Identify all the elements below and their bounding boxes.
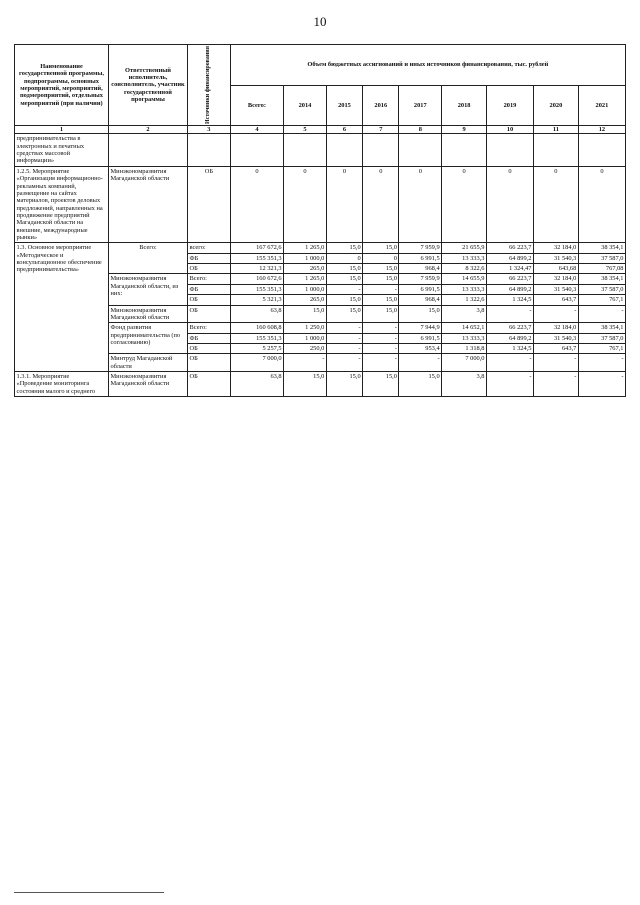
value-cell: 15,0 — [399, 372, 442, 397]
value-cell: 31 540,3 — [533, 284, 578, 294]
budget-table — [14, 44, 626, 397]
value-cell: 7 000,0 — [230, 354, 283, 372]
value-cell: - — [363, 284, 399, 294]
value-cell: - — [533, 372, 578, 397]
value-cell: 265,0 — [284, 295, 327, 305]
value-cell: 21 655,9 — [442, 243, 487, 253]
header-year: 2018 — [442, 85, 487, 126]
row-source: ФБ — [188, 333, 231, 343]
value-cell: 643,7 — [533, 343, 578, 353]
header-year: 2016 — [363, 85, 399, 126]
row-name: 1.3. Основное мероприятие «Методическое и консультационное обеспечение предпринимательства» — [15, 243, 109, 372]
value-cell: 5 257,5 — [230, 343, 283, 353]
value-cell: - — [326, 343, 362, 353]
col-index: 10 — [487, 126, 534, 134]
value-cell: 15,0 — [363, 372, 399, 397]
value-cell: 3,8 — [442, 305, 487, 323]
row-responsible: Минэкономразвития Магаданской области, из них: — [108, 274, 187, 305]
footer-rule — [14, 892, 164, 893]
value-cell: 12 321,3 — [230, 264, 283, 274]
header-year: 2021 — [578, 85, 625, 126]
value-cell: 1 000,0 — [284, 253, 327, 263]
row-source: Всего: — [188, 323, 231, 333]
header-year: 2019 — [487, 85, 534, 126]
value-cell: 8 322,6 — [442, 264, 487, 274]
value-cell: 160 608,8 — [230, 323, 283, 333]
row-source: ОБ — [188, 343, 231, 353]
value-cell: 1 000,0 — [284, 284, 327, 294]
col-index: 12 — [578, 126, 625, 134]
value-cell: 6 991,5 — [399, 253, 442, 263]
value-cell: 1 265,0 — [284, 274, 327, 284]
value-cell: 15,0 — [363, 264, 399, 274]
value-cell: 37 587,0 — [578, 284, 625, 294]
row-responsible: Всего: — [108, 243, 187, 274]
value-cell: - — [578, 354, 625, 372]
header-name: Наименование государственной программы, подпрограммы, основных мероприятий, мероприятий, подмероприятий, отдельных мероприятий (при наличии) — [15, 45, 109, 126]
row-source: ОБ — [188, 305, 231, 323]
row-responsible: Минэкономразвития Магаданской области — [108, 372, 187, 397]
value-cell: 1 250,0 — [284, 323, 327, 333]
column-index-row — [15, 126, 626, 134]
value-cell: 7 944,9 — [399, 323, 442, 333]
value-cell: 13 333,3 — [442, 284, 487, 294]
value-cell: 3,8 — [442, 372, 487, 397]
value-cell: - — [487, 354, 534, 372]
row-source: ОБ — [188, 354, 231, 372]
value-cell: 15,0 — [326, 264, 362, 274]
row-source: ОБ — [188, 295, 231, 305]
value-cell: 1 000,0 — [284, 333, 327, 343]
value-cell: - — [363, 323, 399, 333]
value-cell: - — [326, 323, 362, 333]
value-cell: 15,0 — [284, 372, 327, 397]
row-source: Всего: — [188, 274, 231, 284]
row-source: ОБ — [188, 166, 231, 243]
value-cell: 7 959,9 — [399, 274, 442, 284]
value-cell: 0 — [399, 166, 442, 243]
value-cell: 66 223,7 — [487, 243, 534, 253]
value-cell: 15,0 — [326, 243, 362, 253]
value-cell: 64 899,2 — [487, 333, 534, 343]
value-cell: - — [399, 354, 442, 372]
col-index: 1 — [15, 126, 109, 134]
value-cell: 1 324,47 — [487, 264, 534, 274]
value-cell: - — [284, 354, 327, 372]
header-row — [15, 45, 626, 86]
value-cell: - — [487, 305, 534, 323]
value-cell: 7 959,9 — [399, 243, 442, 253]
header-volume: Объем бюджетных ассигнований и иных источников финансирования, тыс. рублей — [230, 45, 625, 86]
row-responsible: Фонд развития предпринимательства (по согласованию) — [108, 323, 187, 354]
row-name: предпринимательства в электронных и печатных средствах массовой информации» — [15, 134, 109, 166]
col-index: 8 — [399, 126, 442, 134]
table-row — [15, 166, 626, 243]
value-cell: 13 333,3 — [442, 333, 487, 343]
value-cell: 167 672,6 — [230, 243, 283, 253]
col-index: 3 — [188, 126, 231, 134]
value-cell: - — [326, 354, 362, 372]
value-cell: 15,0 — [363, 305, 399, 323]
value-cell: 643,7 — [533, 295, 578, 305]
value-cell: 31 540,3 — [533, 333, 578, 343]
value-cell: 7 000,0 — [442, 354, 487, 372]
value-cell: 66 223,7 — [487, 274, 534, 284]
value-cell: 15,0 — [326, 372, 362, 397]
table-row — [15, 372, 626, 397]
value-cell: 64 899,2 — [487, 284, 534, 294]
value-cell: 5 321,3 — [230, 295, 283, 305]
value-cell: 15,0 — [363, 274, 399, 284]
header-source-text: Источники финансирования — [205, 46, 212, 124]
value-cell: 643,68 — [533, 264, 578, 274]
value-cell: 0 — [230, 166, 283, 243]
col-index: 5 — [284, 126, 327, 134]
col-index: 9 — [442, 126, 487, 134]
table-row — [15, 243, 626, 253]
value-cell: 0 — [363, 253, 399, 263]
value-cell: 265,0 — [284, 264, 327, 274]
value-cell: 6 991,5 — [399, 333, 442, 343]
row-source: ФБ — [188, 253, 231, 263]
header-year: 2017 — [399, 85, 442, 126]
value-cell: 0 — [363, 166, 399, 243]
value-cell: 13 333,3 — [442, 253, 487, 263]
value-cell: 38 354,1 — [578, 323, 625, 333]
value-cell: 15,0 — [326, 274, 362, 284]
value-cell: 0 — [326, 253, 362, 263]
value-cell: - — [578, 372, 625, 397]
value-cell: 14 655,9 — [442, 274, 487, 284]
row-source: всего: — [188, 243, 231, 253]
value-cell: 1 324,5 — [487, 295, 534, 305]
header-year: 2020 — [533, 85, 578, 126]
row-source: ОБ — [188, 264, 231, 274]
value-cell: 63,8 — [230, 305, 283, 323]
value-cell: - — [363, 333, 399, 343]
col-index: 2 — [108, 126, 187, 134]
value-cell: 63,8 — [230, 372, 283, 397]
value-cell: 1 318,8 — [442, 343, 487, 353]
value-cell: 155 351,3 — [230, 333, 283, 343]
value-cell: - — [533, 305, 578, 323]
row-responsible: Минтруд Магаданской области — [108, 354, 187, 372]
row-name: 1.3.1. Мероприятие «Проведение мониторинга состояния малого и среднего — [15, 372, 109, 397]
value-cell: 32 184,0 — [533, 274, 578, 284]
value-cell: 767,1 — [578, 343, 625, 353]
value-cell: 64 899,2 — [487, 253, 534, 263]
value-cell: 250,0 — [284, 343, 327, 353]
header-source — [188, 45, 231, 126]
value-cell: 968,4 — [399, 295, 442, 305]
value-cell: - — [363, 354, 399, 372]
value-cell: 15,0 — [399, 305, 442, 323]
row-name: 1.2.5. Мероприятие «Организация информационно-рекламных компаний, размещение на сайтах материалов, проектов деловых предложений, направленных на продвижение предприятий Магаданской области на внешние, международные рынки» — [15, 166, 109, 243]
header-year: 2014 — [284, 85, 327, 126]
value-cell: 32 184,0 — [533, 323, 578, 333]
value-cell: 15,0 — [326, 295, 362, 305]
value-cell: 0 — [533, 166, 578, 243]
value-cell: 1 322,6 — [442, 295, 487, 305]
value-cell: 37 587,0 — [578, 333, 625, 343]
col-index: 11 — [533, 126, 578, 134]
value-cell: 31 540,3 — [533, 253, 578, 263]
row-responsible: Минэкономразвития Магаданской области — [108, 305, 187, 323]
header-total: Всего: — [230, 85, 283, 126]
col-index: 7 — [363, 126, 399, 134]
value-cell: 15,0 — [326, 305, 362, 323]
value-cell: 37 587,0 — [578, 253, 625, 263]
row-source: ОБ — [188, 372, 231, 397]
value-cell: 0 — [487, 166, 534, 243]
value-cell: 32 184,0 — [533, 243, 578, 253]
value-cell: 15,0 — [363, 295, 399, 305]
col-index: 4 — [230, 126, 283, 134]
value-cell: 0 — [326, 166, 362, 243]
header-year: 2015 — [326, 85, 362, 126]
value-cell: 160 672,6 — [230, 274, 283, 284]
table-row — [15, 134, 626, 166]
value-cell: - — [363, 343, 399, 353]
col-index: 6 — [326, 126, 362, 134]
value-cell: 767,1 — [578, 295, 625, 305]
value-cell: 968,4 — [399, 264, 442, 274]
row-responsible: Минэкономразвития Магаданской области — [108, 166, 187, 243]
value-cell: 1 324,5 — [487, 343, 534, 353]
value-cell: - — [326, 333, 362, 343]
value-cell: 1 265,0 — [284, 243, 327, 253]
value-cell: 0 — [442, 166, 487, 243]
value-cell: - — [326, 284, 362, 294]
header-responsible: Ответственный исполнитель, соисполнитель, участник государственной программы — [108, 45, 187, 126]
value-cell: 0 — [284, 166, 327, 243]
value-cell: 767,08 — [578, 264, 625, 274]
value-cell: - — [533, 354, 578, 372]
value-cell: 38 354,1 — [578, 243, 625, 253]
value-cell: 15,0 — [284, 305, 327, 323]
value-cell: 15,0 — [363, 243, 399, 253]
value-cell: 6 991,5 — [399, 284, 442, 294]
value-cell: 953,4 — [399, 343, 442, 353]
value-cell: - — [578, 305, 625, 323]
row-source: ФБ — [188, 284, 231, 294]
value-cell: 66 223,7 — [487, 323, 534, 333]
value-cell: - — [487, 372, 534, 397]
value-cell: 155 351,3 — [230, 253, 283, 263]
value-cell: 38 354,1 — [578, 274, 625, 284]
value-cell: 155 351,3 — [230, 284, 283, 294]
page-number: 10 — [313, 14, 327, 29]
value-cell: 0 — [578, 166, 625, 243]
value-cell: 14 652,1 — [442, 323, 487, 333]
